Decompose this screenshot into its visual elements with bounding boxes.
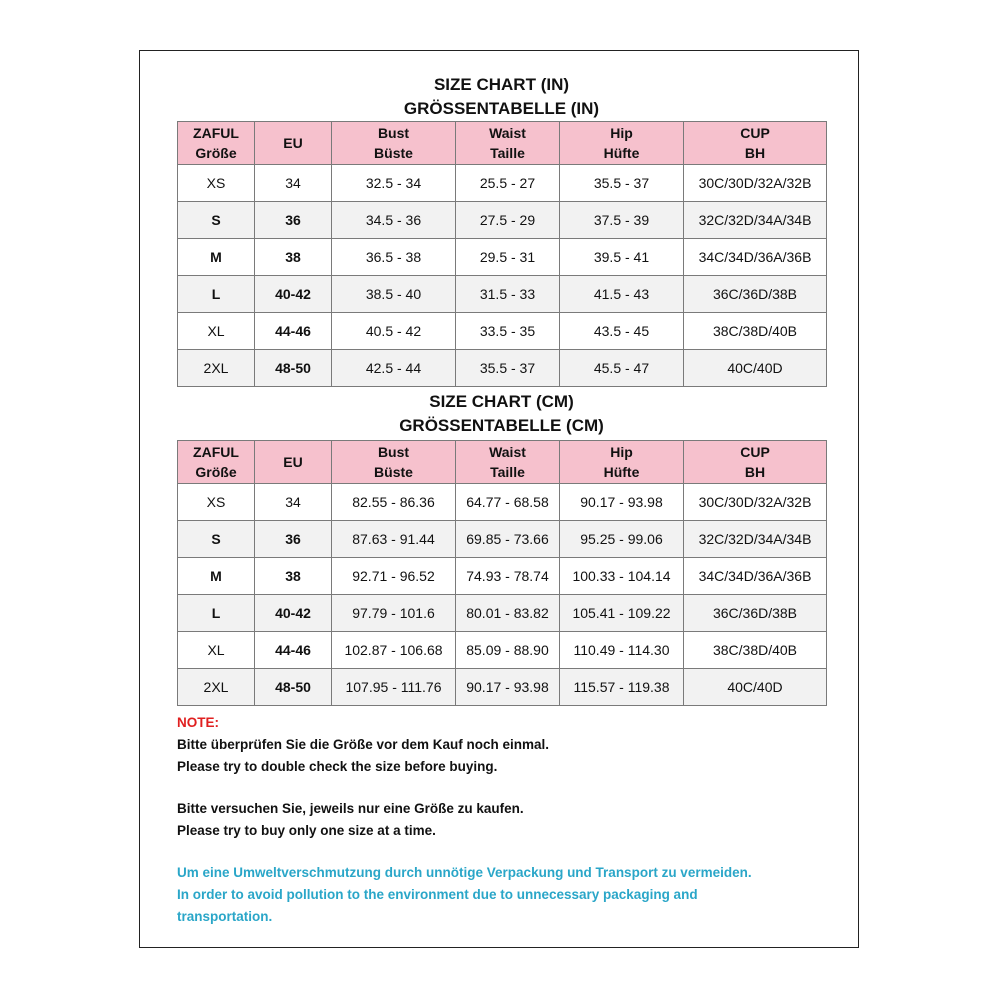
table-row xyxy=(178,632,827,669)
table-cell: 110.49 - 114.30 xyxy=(560,632,684,669)
table-cell: 2XL xyxy=(178,669,255,706)
column-header-de: Taille xyxy=(490,145,525,161)
table-cell: 34C/34D/36A/36B xyxy=(684,239,827,276)
table-cell: 38C/38D/40B xyxy=(684,313,827,350)
table-row xyxy=(178,276,827,313)
table-row xyxy=(178,595,827,632)
table-cell: 34 xyxy=(255,484,332,521)
table-cell: XS xyxy=(178,484,255,521)
table-cell: 36C/36D/38B xyxy=(684,595,827,632)
table-cell: S xyxy=(178,521,255,558)
column-header xyxy=(255,122,332,165)
column-header-de: Hüfte xyxy=(603,464,640,480)
column-header xyxy=(255,441,332,484)
table-cell: 40C/40D xyxy=(684,669,827,706)
column-header-en: Hip xyxy=(610,444,633,460)
title-size-chart-in: SIZE CHART (IN) xyxy=(433,75,570,94)
column-header-en: Hip xyxy=(610,125,633,141)
note-one-de: Bitte versuchen Sie, jeweils nur eine Größe zu kaufen. xyxy=(177,801,524,816)
table-cell: 35.5 - 37 xyxy=(456,350,560,387)
column-header-en: Bust xyxy=(377,444,410,460)
note-one-en: Please try to buy only one size at a time. xyxy=(177,823,436,838)
column-header xyxy=(178,122,255,165)
table-cell: S xyxy=(178,202,255,239)
table-cell: 36 xyxy=(255,202,332,239)
table-cell: M xyxy=(178,558,255,595)
table-cell: 105.41 - 109.22 xyxy=(560,595,684,632)
column-header-en: Waist xyxy=(489,444,526,460)
note-double-check xyxy=(177,734,826,778)
table-cell: 37.5 - 39 xyxy=(560,202,684,239)
table-cell: 102.87 - 106.68 xyxy=(332,632,456,669)
notes-section xyxy=(177,712,826,928)
size-chart-frame xyxy=(139,50,859,948)
table-cell: 69.85 - 73.66 xyxy=(456,521,560,558)
table-cell: 44-46 xyxy=(255,313,332,350)
table-cell: 45.5 - 47 xyxy=(560,350,684,387)
note-label: NOTE: xyxy=(177,715,219,730)
table-cell: 92.71 - 96.52 xyxy=(332,558,456,595)
column-header-en: Bust xyxy=(377,125,410,141)
column-header-en: Waist xyxy=(489,125,526,141)
note-one-size xyxy=(177,798,826,842)
table-cell: XL xyxy=(178,632,255,669)
table-cell: 100.33 - 104.14 xyxy=(560,558,684,595)
table-header-row xyxy=(178,122,827,165)
table-cell: 30C/30D/32A/32B xyxy=(684,165,827,202)
table-cell: 80.01 - 83.82 xyxy=(456,595,560,632)
table-cell: 40-42 xyxy=(255,595,332,632)
column-header xyxy=(684,441,827,484)
note-eco-de: Um eine Umweltverschmutzung durch unnötige Verpackung und Transport zu vermeiden. xyxy=(177,865,752,880)
table-cell: 82.55 - 86.36 xyxy=(332,484,456,521)
note-environment xyxy=(177,862,826,928)
note-check-de: Bitte überprüfen Sie die Größe vor dem Kauf noch einmal. xyxy=(177,737,550,752)
column-header xyxy=(684,122,827,165)
table-cell: 36.5 - 38 xyxy=(332,239,456,276)
column-header-en: ZAFUL xyxy=(193,444,239,460)
table-cell: 35.5 - 37 xyxy=(560,165,684,202)
table-cell: 115.57 - 119.38 xyxy=(560,669,684,706)
table-cell: 39.5 - 41 xyxy=(560,239,684,276)
column-header-en: ZAFUL xyxy=(193,125,239,141)
table-cell: 27.5 - 29 xyxy=(456,202,560,239)
table-cell: 32C/32D/34A/34B xyxy=(684,202,827,239)
table-cell: L xyxy=(178,595,255,632)
column-header-de: Büste xyxy=(374,145,413,161)
table-cell: 42.5 - 44 xyxy=(332,350,456,387)
table-cell: 95.25 - 99.06 xyxy=(560,521,684,558)
table-cell: 40C/40D xyxy=(684,350,827,387)
table-cell: 31.5 - 33 xyxy=(456,276,560,313)
table-cell: 38 xyxy=(255,239,332,276)
column-header-de: BH xyxy=(744,464,766,480)
column-header-en: CUP xyxy=(740,444,770,460)
column-header-de: Taille xyxy=(490,464,525,480)
table-cell: 33.5 - 35 xyxy=(456,313,560,350)
table-cell: 29.5 - 31 xyxy=(456,239,560,276)
table-row xyxy=(178,202,827,239)
table-cell: M xyxy=(178,239,255,276)
column-header-en: EU xyxy=(283,454,303,470)
table-row xyxy=(178,484,827,521)
size-chart-content xyxy=(177,71,826,928)
note-check-en: Please try to double check the size before buying. xyxy=(177,759,498,774)
table-cell: 64.77 - 68.58 xyxy=(456,484,560,521)
note-eco-en: In order to avoid pollution to the environment due to unnecessary packaging and transportation. xyxy=(177,887,698,924)
table-cell: 90.17 - 93.98 xyxy=(456,669,560,706)
column-header-en: EU xyxy=(283,135,303,151)
column-header xyxy=(456,441,560,484)
table-cell: 25.5 - 27 xyxy=(456,165,560,202)
table-cell: 34.5 - 36 xyxy=(332,202,456,239)
table-row xyxy=(178,521,827,558)
table-cell: 48-50 xyxy=(255,669,332,706)
table-cell: 74.93 - 78.74 xyxy=(456,558,560,595)
table-cell: 90.17 - 93.98 xyxy=(560,484,684,521)
column-header-de: Hüfte xyxy=(603,145,640,161)
table-cell: 38C/38D/40B xyxy=(684,632,827,669)
table-cell: 97.79 - 101.6 xyxy=(332,595,456,632)
table-row xyxy=(178,669,827,706)
table-cell: XL xyxy=(178,313,255,350)
table-cell: 48-50 xyxy=(255,350,332,387)
table-cell: 107.95 - 111.76 xyxy=(332,669,456,706)
table-row xyxy=(178,558,827,595)
column-header-de: Größe xyxy=(195,145,237,161)
table-cell: 36 xyxy=(255,521,332,558)
table-header-row xyxy=(178,441,827,484)
table-cell: 44-46 xyxy=(255,632,332,669)
title-groessentabelle-cm: GRÖSSENTABELLE (CM) xyxy=(399,416,604,435)
table-cell: 30C/30D/32A/32B xyxy=(684,484,827,521)
table-cell: 43.5 - 45 xyxy=(560,313,684,350)
column-header xyxy=(332,441,456,484)
column-header xyxy=(560,122,684,165)
table-cell: 32C/32D/34A/34B xyxy=(684,521,827,558)
table-cell: 87.63 - 91.44 xyxy=(332,521,456,558)
column-header xyxy=(332,122,456,165)
table-row xyxy=(178,350,827,387)
table-cell: 41.5 - 43 xyxy=(560,276,684,313)
table-cell: 40.5 - 42 xyxy=(332,313,456,350)
table-cell: 36C/36D/38B xyxy=(684,276,827,313)
column-header-en: CUP xyxy=(740,125,770,141)
column-header xyxy=(178,441,255,484)
column-header xyxy=(456,122,560,165)
column-header xyxy=(560,441,684,484)
title-size-chart-cm: SIZE CHART (CM) xyxy=(429,392,574,411)
table-row xyxy=(178,313,827,350)
table-row xyxy=(178,165,827,202)
table-cell: 2XL xyxy=(178,350,255,387)
table-cell: 85.09 - 88.90 xyxy=(456,632,560,669)
column-header-de: BH xyxy=(744,145,766,161)
table-cell: 40-42 xyxy=(255,276,332,313)
column-header-de: Büste xyxy=(374,464,413,480)
table-cell: 38.5 - 40 xyxy=(332,276,456,313)
table-cell: 34 xyxy=(255,165,332,202)
title-groessentabelle-in: GRÖSSENTABELLE (IN) xyxy=(403,99,600,118)
table-cell: 32.5 - 34 xyxy=(332,165,456,202)
table-cell: 38 xyxy=(255,558,332,595)
table-cell: 34C/34D/36A/36B xyxy=(684,558,827,595)
size-table-in xyxy=(177,121,827,387)
table-row xyxy=(178,239,827,276)
column-header-de: Größe xyxy=(195,464,237,480)
table-cell: XS xyxy=(178,165,255,202)
size-table-cm xyxy=(177,440,827,706)
table-cell: L xyxy=(178,276,255,313)
